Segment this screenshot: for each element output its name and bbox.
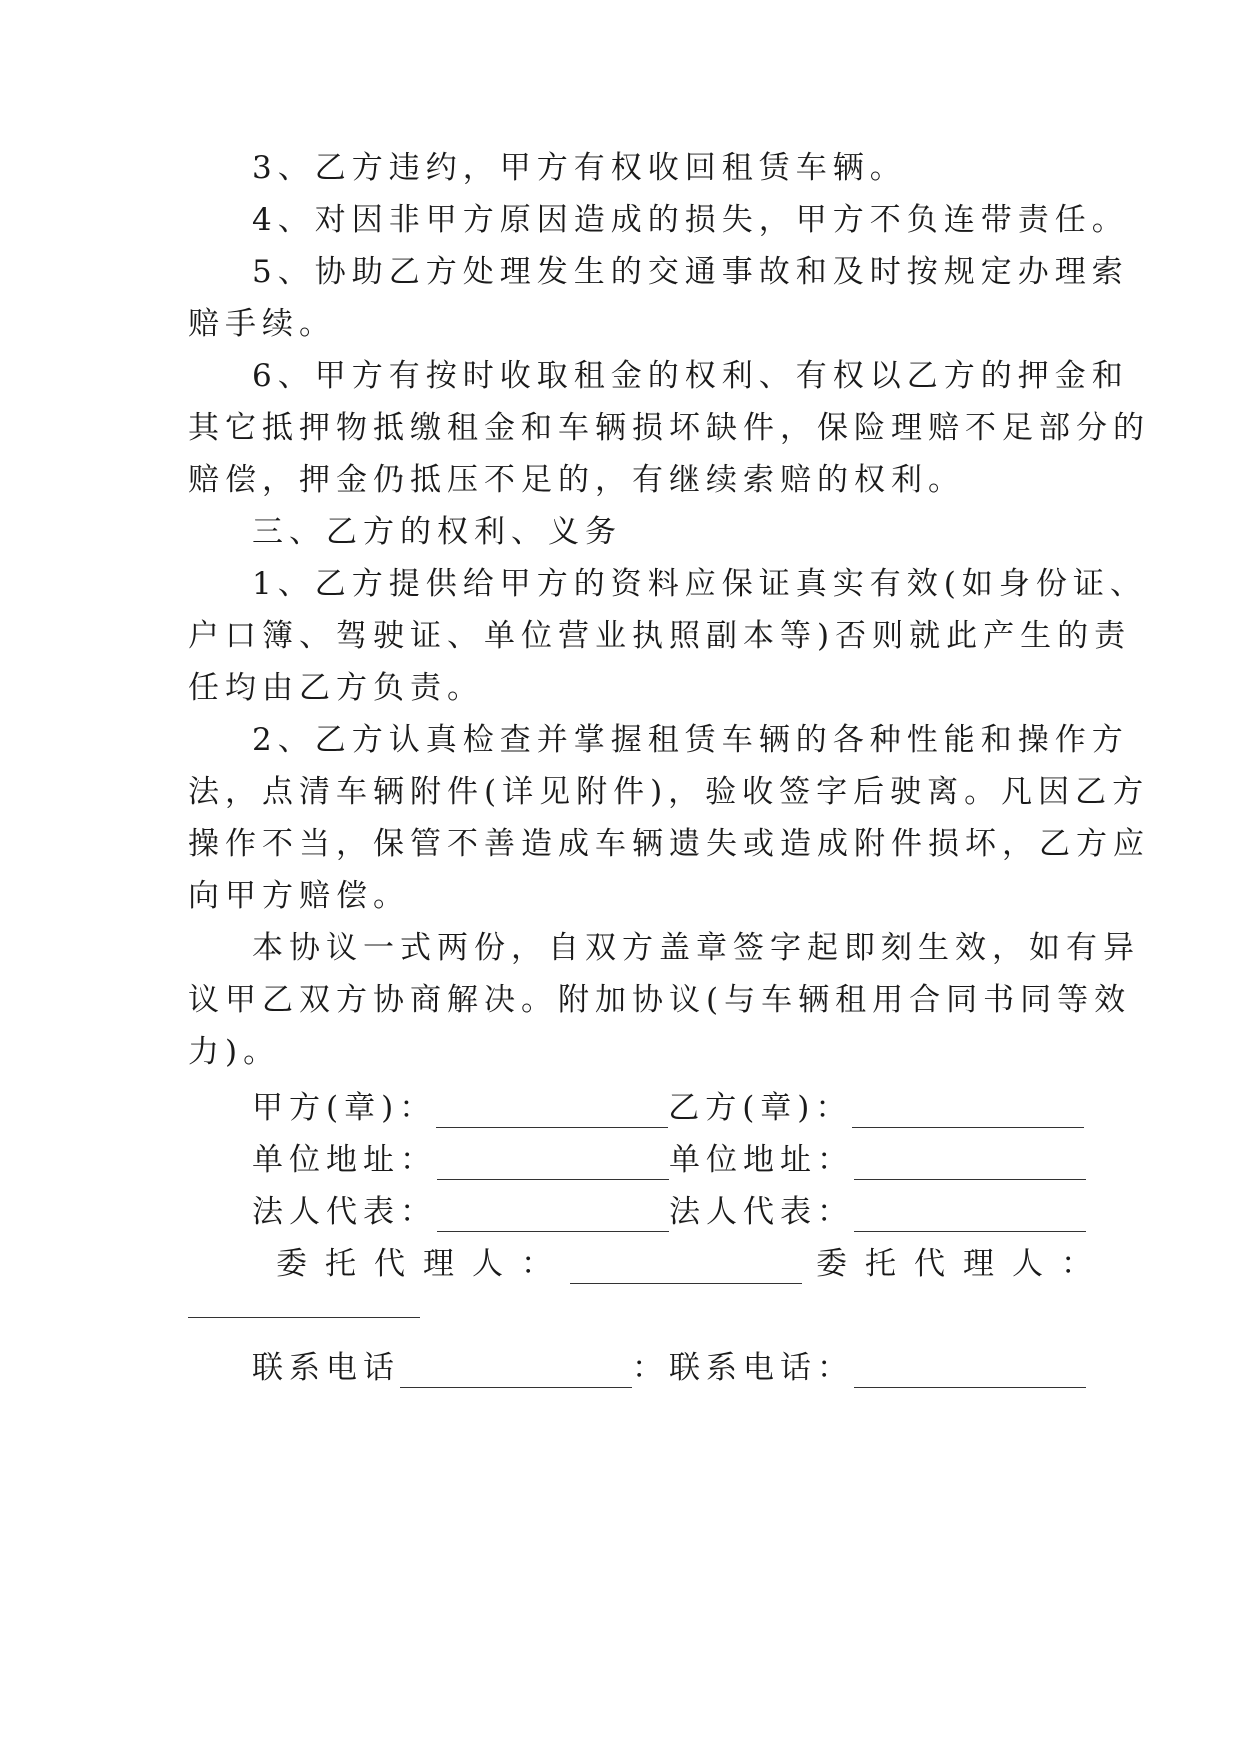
party-b-legal-rep-blank[interactable]: [854, 1197, 1086, 1232]
signature-row-legal-rep: [252, 1192, 1086, 1232]
party-a-legal-rep-label: 法人代表：: [252, 1194, 437, 1230]
party-a-agent-blank[interactable]: [570, 1249, 802, 1284]
signature-row-agent: [276, 1244, 1110, 1284]
signature-row-address: [252, 1140, 1086, 1180]
clause-a6-line3: 赔偿，押金仍抵压不足的，有继续索赔的权利。: [188, 462, 965, 498]
closing-line2: 议甲乙双方协商解决。附加协议(与车辆租用合同书同等效: [188, 982, 1132, 1018]
party-a-agent-label: 委托代理人：: [276, 1246, 570, 1282]
clause-b2-line3: 操作不当，保管不善造成车辆遗失或造成附件损坏，乙方应: [188, 826, 1150, 862]
party-b-phone-label: ：联系电话：: [632, 1350, 854, 1386]
party-b-agent-label: 委托代理人：: [816, 1246, 1110, 1282]
party-a-address-label: 单位地址：: [252, 1142, 437, 1178]
clause-b1-line2: 户口簿、驾驶证、单位营业执照副本等)否则就此产生的责: [188, 618, 1132, 654]
party-b-address-label: 单位地址：: [669, 1142, 854, 1178]
party-b-phone-blank[interactable]: [854, 1353, 1086, 1388]
clause-b2-line1: 2、乙方认真检查并掌握租赁车辆的各种性能和操作方: [252, 722, 1129, 758]
party-b-seal-label: 乙方(章)：: [668, 1090, 853, 1126]
signature-row-seal: [252, 1088, 1084, 1128]
closing-line3: 力)。: [188, 1034, 281, 1070]
section-heading-3: 三、乙方的权利、义务: [252, 514, 622, 550]
party-a-address-blank[interactable]: [437, 1145, 669, 1180]
party-a-phone-blank[interactable]: [400, 1353, 632, 1388]
clause-a6-line2: 其它抵押物抵缴租金和车辆损坏缺件，保险理赔不足部分的: [188, 410, 1150, 446]
clause-a3: 3、乙方违约，甲方有权收回租赁车辆。: [252, 150, 907, 186]
party-a-legal-rep-blank[interactable]: [437, 1197, 669, 1232]
clause-b2-line2: 法，点清车辆附件(详见附件)，验收签字后驶离。凡因乙方: [188, 774, 1150, 810]
clause-a5-line2: 赔手续。: [188, 306, 336, 342]
clause-a6-line1: 6、甲方有按时收取租金的权利、有权以乙方的押金和: [252, 358, 1129, 394]
signature-row-phone: [252, 1348, 1086, 1388]
clause-a5-line1: 5、协助乙方处理发生的交通事故和及时按规定办理索: [252, 254, 1129, 290]
closing-line1: 本协议一式两份，自双方盖章签字起即刻生效，如有异: [252, 930, 1140, 966]
party-a-seal-blank[interactable]: [436, 1093, 668, 1128]
party-b-seal-blank[interactable]: [852, 1093, 1084, 1128]
party-a-seal-label: 甲方(章)：: [252, 1090, 437, 1126]
party-a-phone-label: 联系电话: [252, 1350, 400, 1386]
party-b-legal-rep-label: 法人代表：: [669, 1194, 854, 1230]
clause-b2-line4: 向甲方赔偿。: [188, 878, 410, 914]
party-b-address-blank[interactable]: [854, 1145, 1086, 1180]
clause-a4: 4、对因非甲方原因造成的损失，甲方不负连带责任。: [252, 202, 1129, 238]
party-b-agent-blank[interactable]: [188, 1317, 420, 1318]
clause-b1-line3: 任均由乙方负责。: [188, 670, 484, 706]
clause-b1-line1: 1、乙方提供给甲方的资料应保证真实有效(如身份证、: [252, 566, 1147, 602]
